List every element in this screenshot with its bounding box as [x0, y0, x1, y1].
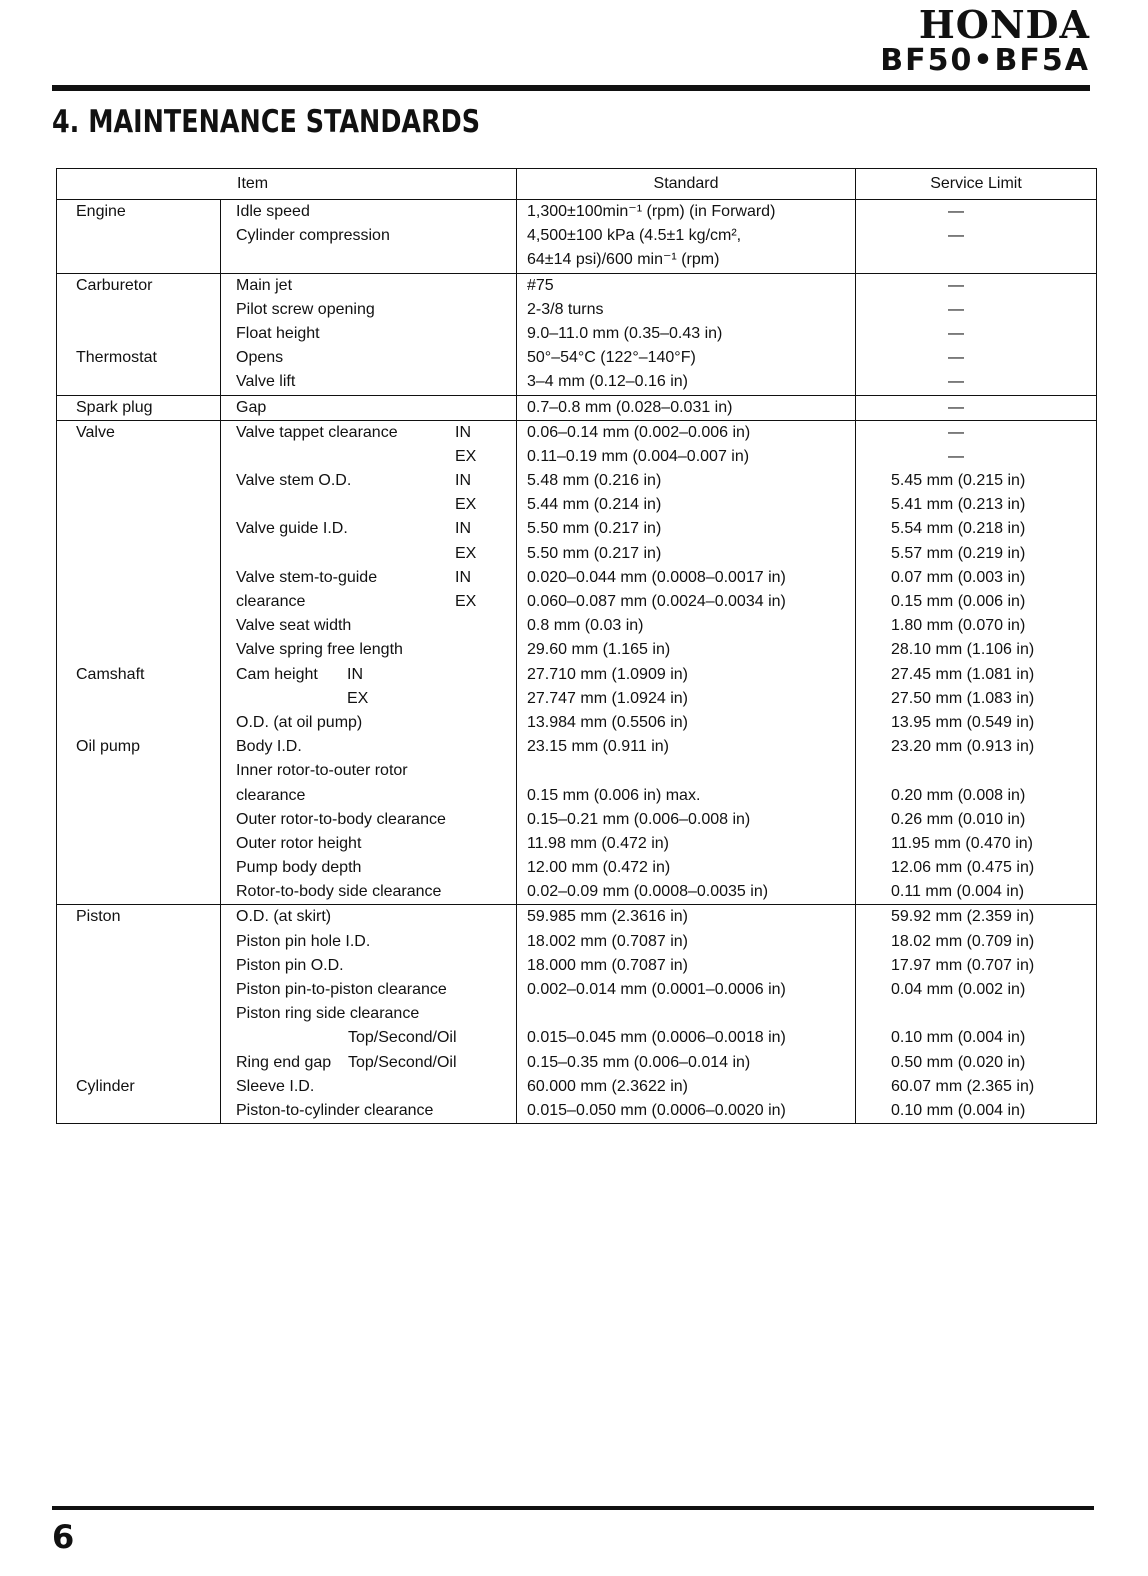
service-limit-value: 5.45 mm (0.215 in): [891, 472, 1026, 490]
standard-value: 11.98 mm (0.472 in): [527, 834, 669, 852]
table-header-row: [57, 169, 1097, 200]
table-body: [57, 200, 1097, 1124]
item-label: Valve tappet clearance: [236, 423, 398, 441]
item-line: [221, 445, 516, 469]
group-label: Valve: [76, 423, 115, 441]
standard-value: 27.710 mm (1.0909 in): [527, 665, 688, 683]
service-limit-value: [856, 1002, 1096, 1026]
service-limit-value: [856, 248, 1096, 272]
item-line: [221, 1051, 516, 1075]
item-label: Piston pin-to-piston clearance: [236, 981, 447, 998]
standard-value: 5.44 mm (0.214 in): [527, 496, 662, 514]
service-limit-value: 28.10 mm (1.106 in): [891, 641, 1035, 659]
service-limit-value: 27.45 mm (1.081 in): [891, 665, 1035, 683]
standard-value: 0.06–0.14 mm (0.002–0.006 in): [527, 423, 751, 441]
group-label: [57, 638, 220, 662]
item-tag: Top/Second/Oil: [348, 1053, 457, 1071]
item-label: Piston pin hole I.D.: [236, 932, 371, 950]
item-tag: EX: [455, 593, 477, 610]
item-label: Valve stem-to-guide: [236, 568, 378, 586]
standard-value: 0.020–0.044 mm (0.0008–0.0017 in): [527, 568, 786, 586]
standard-value: 13.984 mm (0.5506 in): [527, 713, 688, 731]
item-label: Opens: [236, 349, 284, 367]
group-label: [57, 1002, 220, 1026]
maintenance-table: [56, 168, 1097, 1124]
group-label: [57, 759, 220, 783]
item-label: Valve stem O.D.: [236, 472, 352, 490]
item-line: [221, 614, 516, 638]
item-line: [221, 759, 516, 783]
standard-value: 0.15 mm (0.006 in) max.: [527, 786, 701, 804]
item-cell: [221, 273, 517, 395]
service-limit-value: —: [948, 324, 964, 342]
item-line: [221, 784, 516, 808]
standard-value: 0.15–0.35 mm (0.006–0.014 in): [527, 1053, 751, 1071]
service-limit-value: 0.11 mm (0.004 in): [891, 883, 1025, 901]
item-tag: EX: [455, 544, 477, 562]
item-line: [221, 469, 516, 493]
standard-value: 0.060–0.087 mm (0.0024–0.0034 in): [527, 593, 786, 610]
standard-value: #75: [527, 276, 554, 294]
service-limit-value: —: [948, 227, 964, 245]
item-line: [221, 370, 516, 394]
item-line: [221, 930, 516, 954]
service-limit-value: 0.20 mm (0.008 in): [891, 786, 1026, 804]
group-label: [57, 880, 220, 904]
item-tag: EX: [455, 447, 477, 465]
group-label: [57, 542, 220, 566]
group-cell: [57, 273, 221, 395]
service-limit-value: 0.26 mm (0.010 in): [891, 810, 1026, 828]
group-cell: [57, 200, 221, 274]
service-limit-value: 11.95 mm (0.470 in): [891, 834, 1033, 852]
item-label: Sleeve I.D.: [236, 1077, 315, 1095]
item-line: [221, 396, 516, 420]
page-title: 4. MAINTENANCE STANDARDS: [52, 104, 481, 140]
item-label: Pump body depth: [236, 859, 362, 877]
group-label: Thermostat: [76, 349, 157, 367]
group-label: [57, 784, 220, 808]
standard-value: 60.000 mm (2.3622 in): [527, 1077, 688, 1095]
item-label: Piston-to-cylinder clearance: [236, 1101, 434, 1119]
group-label: Spark plug: [76, 398, 153, 416]
group-label: [57, 469, 220, 493]
item-line: [221, 224, 516, 248]
item-label: O.D. (at oil pump): [236, 713, 363, 731]
group-label: [57, 224, 220, 248]
item-label: Idle speed: [236, 203, 310, 220]
item-label: Gap: [236, 398, 267, 416]
standard-cell: [517, 420, 856, 905]
table-row: [57, 395, 1097, 420]
item-label: Valve guide I.D.: [236, 520, 348, 538]
header-service-limit: Service Limit: [856, 169, 1097, 200]
standard-value: 1,300±100min⁻¹ (rpm) (in Forward): [527, 203, 776, 220]
limit-cell: [856, 420, 1097, 905]
service-limit-value: 60.07 mm (2.365 in): [891, 1077, 1035, 1095]
item-label: Body I.D.: [236, 738, 302, 756]
item-line: [221, 566, 516, 590]
page-number: 6: [52, 1518, 75, 1556]
standard-value: 29.60 mm (1.165 in): [527, 641, 671, 659]
item-label: Piston ring side clearance: [236, 1005, 420, 1023]
item-line: [221, 590, 516, 614]
group-label: [57, 711, 220, 735]
item-label: Valve spring free length: [236, 641, 403, 659]
service-limit-value: 13.95 mm (0.549 in): [891, 713, 1035, 731]
item-cell: [221, 200, 517, 274]
item-line: [221, 517, 516, 541]
group-label: Oil pump: [76, 738, 141, 756]
standard-value: 23.15 mm (0.911 in): [527, 738, 669, 756]
group-label: [57, 298, 220, 322]
item-label: Main jet: [236, 276, 293, 294]
service-limit-value: 5.41 mm (0.213 in): [891, 496, 1026, 514]
item-label: Cylinder compression: [236, 227, 390, 245]
item-label: Valve seat width: [236, 617, 352, 635]
item-tag: IN: [455, 520, 471, 538]
standard-value: 0.11–0.19 mm (0.004–0.007 in): [527, 447, 750, 465]
brand-logo: HONDA: [918, 2, 1090, 47]
service-limit-value: —: [948, 349, 964, 367]
footer-rule: [52, 1506, 1094, 1510]
item-label: Rotor-to-body side clearance: [236, 883, 442, 901]
item-tag: EX: [455, 496, 477, 514]
item-label: Pilot screw opening: [236, 300, 375, 318]
group-label: [57, 832, 220, 856]
item-tag: Top/Second/Oil: [348, 1029, 457, 1047]
item-line: [221, 322, 516, 346]
item-cell: [221, 905, 517, 1124]
item-line: [221, 711, 516, 735]
limit-cell: [856, 273, 1097, 395]
service-limit-value: 0.04 mm (0.002 in): [891, 981, 1026, 998]
item-label: Valve lift: [236, 373, 296, 391]
item-label: Outer rotor height: [236, 834, 362, 852]
standard-value: 0.015–0.050 mm (0.0006–0.0020 in): [527, 1101, 786, 1119]
item-line: [221, 346, 516, 370]
item-line: [221, 274, 516, 298]
service-limit-value: 5.54 mm (0.218 in): [891, 520, 1026, 538]
model-name: BF50•BF5A: [880, 43, 1090, 78]
item-line: [221, 542, 516, 566]
group-label: [57, 590, 220, 614]
brand-block: [880, 2, 1090, 78]
item-line: [221, 978, 516, 1002]
limit-cell: [856, 905, 1097, 1124]
item-cell: [221, 395, 517, 420]
group-cell: [57, 420, 221, 905]
item-line: [221, 1099, 516, 1123]
standard-value: 0.015–0.045 mm (0.0006–0.0018 in): [527, 1029, 786, 1047]
item-label: Outer rotor-to-body clearance: [236, 810, 446, 828]
standard-value: 59.985 mm (2.3616 in): [527, 908, 688, 926]
standard-value: 18.002 mm (0.7087 in): [527, 932, 688, 950]
standard-cell: [517, 905, 856, 1124]
item-label: clearance: [236, 786, 306, 804]
service-limit-value: 17.97 mm (0.707 in): [891, 956, 1035, 974]
group-label: [57, 322, 220, 346]
service-limit-value: —: [948, 203, 964, 220]
group-label: [57, 517, 220, 541]
group-label: [57, 1099, 220, 1123]
item-line: [221, 1075, 516, 1099]
group-label: [57, 566, 220, 590]
group-label: Carburetor: [76, 276, 153, 294]
service-limit-value: 5.57 mm (0.219 in): [891, 544, 1026, 562]
service-limit-value: 18.02 mm (0.709 in): [891, 932, 1035, 950]
group-cell: [57, 905, 221, 1124]
service-limit-value: —: [948, 276, 964, 294]
item-line: [221, 421, 516, 445]
table-row: [57, 273, 1097, 395]
table-row: [57, 420, 1097, 905]
item-line: [221, 808, 516, 832]
standard-value: 27.747 mm (1.0924 in): [527, 689, 688, 707]
standard-value: 0.7–0.8 mm (0.028–0.031 in): [527, 398, 733, 416]
standard-value: 4,500±100 kPa (4.5±1 kg/cm²,: [527, 227, 742, 245]
header-standard: Standard: [517, 169, 856, 200]
group-label: [57, 370, 220, 394]
service-limit-value: —: [948, 398, 964, 416]
group-label: [57, 856, 220, 880]
item-line: [221, 200, 516, 224]
standard-value: 64±14 psi)/600 min⁻¹ (rpm): [527, 251, 720, 269]
standard-value: 0.02–0.09 mm (0.0008–0.0035 in): [527, 883, 769, 901]
service-limit-value: 1.80 mm (0.070 in): [891, 617, 1026, 635]
standard-cell: [517, 200, 856, 274]
item-tag: EX: [347, 689, 369, 707]
group-label: [57, 930, 220, 954]
service-limit-value: 27.50 mm (1.083 in): [891, 689, 1035, 707]
group-label: [57, 248, 220, 272]
standard-value: 9.0–11.0 mm (0.35–0.43 in): [527, 324, 723, 342]
item-line: [221, 638, 516, 662]
table-row: [57, 200, 1097, 274]
standard-value: 12.00 mm (0.472 in): [527, 859, 671, 877]
service-limit-value: —: [948, 373, 964, 391]
header-item: Item: [57, 169, 517, 200]
service-limit-value: 12.06 mm (0.475 in): [891, 859, 1035, 877]
service-limit-value: 0.10 mm (0.004 in): [891, 1101, 1026, 1119]
group-label: Engine: [76, 203, 126, 220]
group-label: Cylinder: [76, 1077, 135, 1095]
standard-value: 0.002–0.014 mm (0.0001–0.0006 in): [527, 981, 786, 998]
item-label: Inner rotor-to-outer rotor: [236, 762, 408, 780]
service-limit-value: 0.10 mm (0.004 in): [891, 1029, 1026, 1047]
item-label: Cam height: [236, 665, 318, 683]
limit-cell: [856, 200, 1097, 274]
group-label: [57, 808, 220, 832]
item-line: [221, 856, 516, 880]
group-label: Piston: [76, 908, 121, 926]
item-tag: IN: [455, 423, 471, 441]
item-tag: IN: [455, 568, 471, 586]
item-line: [221, 248, 516, 272]
standard-cell: [517, 395, 856, 420]
item-line: [221, 663, 516, 687]
standard-value: 2-3/8 turns: [527, 300, 604, 318]
service-limit-value: 0.15 mm (0.006 in): [891, 593, 1026, 610]
service-limit-value: 59.92 mm (2.359 in): [891, 908, 1035, 926]
group-label: [57, 1051, 220, 1075]
group-label: Camshaft: [76, 665, 145, 683]
item-line: [221, 298, 516, 322]
standard-value: [517, 1002, 855, 1026]
item-tag: IN: [347, 665, 363, 683]
group-label: [57, 687, 220, 711]
group-label: [57, 445, 220, 469]
item-label: Float height: [236, 324, 320, 342]
item-line: [221, 905, 516, 929]
item-label: O.D. (at skirt): [236, 908, 332, 926]
item-label: Ring end gap: [236, 1053, 332, 1071]
header-rule: [52, 85, 1090, 91]
item-line: [221, 832, 516, 856]
item-line: [221, 735, 516, 759]
service-limit-value: —: [948, 447, 964, 465]
item-label: clearance: [236, 593, 306, 610]
service-limit-value: [856, 759, 1096, 783]
service-limit-value: —: [948, 300, 964, 318]
item-line: [221, 1026, 516, 1050]
item-line: [221, 493, 516, 517]
standard-value: 18.000 mm (0.7087 in): [527, 956, 688, 974]
service-limit-value: —: [948, 423, 964, 441]
item-line: [221, 687, 516, 711]
standard-value: 0.8 mm (0.03 in): [527, 617, 644, 635]
standard-cell: [517, 273, 856, 395]
service-limit-value: 23.20 mm (0.913 in): [891, 738, 1035, 756]
standard-value: 5.50 mm (0.217 in): [527, 544, 662, 562]
item-tag: IN: [455, 472, 471, 490]
standard-value: 5.50 mm (0.217 in): [527, 520, 662, 538]
item-line: [221, 954, 516, 978]
group-cell: [57, 395, 221, 420]
standard-value: 50°–54°C (122°–140°F): [527, 349, 696, 367]
standard-value: 5.48 mm (0.216 in): [527, 472, 662, 490]
item-line: [221, 1002, 516, 1026]
service-limit-value: 0.50 mm (0.020 in): [891, 1053, 1026, 1071]
group-label: [57, 493, 220, 517]
item-cell: [221, 420, 517, 905]
group-label: [57, 1026, 220, 1050]
group-label: [57, 978, 220, 1002]
item-line: [221, 880, 516, 904]
table-row: [57, 905, 1097, 1124]
standard-value: 3–4 mm (0.12–0.16 in): [527, 373, 688, 391]
limit-cell: [856, 395, 1097, 420]
service-limit-value: 0.07 mm (0.003 in): [891, 568, 1026, 586]
standard-value: [517, 759, 855, 783]
standard-value: 0.15–0.21 mm (0.006–0.008 in): [527, 810, 751, 828]
group-label: [57, 614, 220, 638]
item-label: Piston pin O.D.: [236, 956, 344, 974]
group-label: [57, 954, 220, 978]
